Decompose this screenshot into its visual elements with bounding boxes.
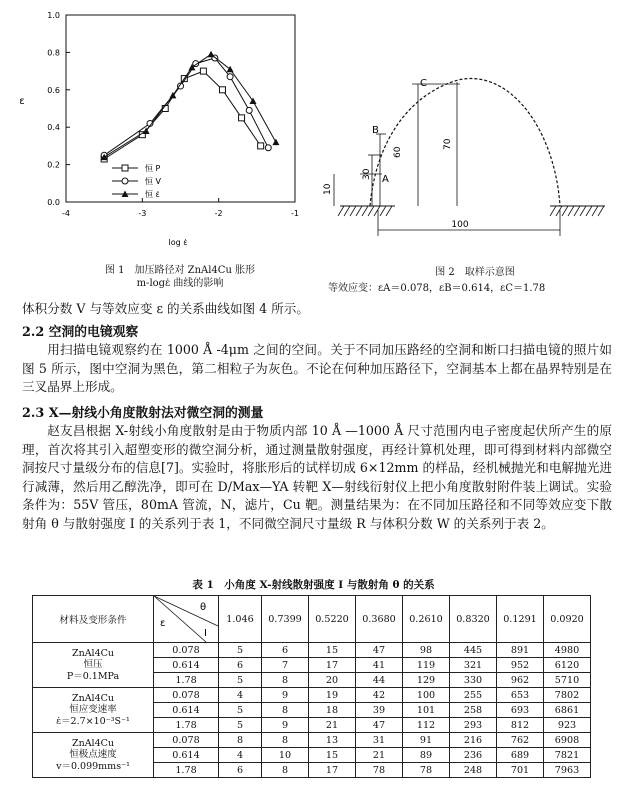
text-line1: 体积分数 V 与等效应变 ε 的关系曲线如图 4 所示。 [22, 301, 309, 316]
table-row [33, 643, 591, 658]
data-point-triangle [250, 98, 257, 105]
table1-value-cell: 330 [450, 673, 497, 688]
x-tick-label: -4 [62, 209, 70, 218]
table1-value-cell: 762 [497, 733, 544, 748]
table1-value-cell: 44 [356, 673, 403, 688]
table1-value-cell: 101 [403, 703, 450, 718]
diag-theta-label: θ [200, 602, 207, 613]
y-tick-label: 0.2 [47, 160, 60, 170]
table1-value-cell: 6 [219, 763, 262, 778]
material-line: ZnAl4Cu [71, 692, 115, 704]
x-tick-label: -2 [214, 209, 223, 218]
table1-value-cell: 255 [450, 688, 497, 703]
fig1-caption [80, 264, 280, 290]
table1-value-cell: 5710 [544, 673, 591, 688]
table1-angle: 0.8320 [450, 596, 497, 643]
table1-header-row [33, 596, 591, 643]
table1-value-cell: 8 [262, 703, 309, 718]
data-point-circle [265, 145, 271, 151]
table1-value-cell: 5 [219, 673, 262, 688]
material-line: 恒极点速度 [69, 749, 117, 761]
table1-value-cell: 5 [219, 703, 262, 718]
table1-eps-cell: 1.78 [154, 718, 219, 733]
table1-eps-cell: 0.614 [154, 658, 219, 673]
table1-value-cell: 952 [497, 658, 544, 673]
table1-eps-cell: 0.078 [154, 688, 219, 703]
hatch-mark [598, 206, 604, 216]
table1-material-cell [33, 688, 154, 733]
table1-value-cell: 91 [403, 733, 450, 748]
table1-value-cell: 8 [262, 733, 309, 748]
point-label-b: B [372, 125, 379, 136]
material-line: ε̇＝2.7×10⁻³S⁻¹ [56, 715, 130, 727]
dim-label-100: 100 [451, 220, 469, 230]
table1-angle: 0.2610 [403, 596, 450, 643]
x-axis-label: log ε̇ [168, 238, 188, 247]
legend-label: 恒 V [145, 177, 162, 186]
table1-value-cell: 129 [403, 673, 450, 688]
table1-value-cell: 15 [309, 748, 356, 763]
table1-value-cell: 7821 [544, 748, 591, 763]
table1-angle: 0.3680 [356, 596, 403, 643]
fig1-caption-line1: 图 1 加压路径对 ZnAl4Cu 胀形 [104, 265, 256, 276]
legend-label: 恒 ε̇ [145, 190, 160, 199]
table1-material-cell [33, 643, 154, 688]
table1-value-cell: 812 [497, 718, 544, 733]
fig2-caption: 图 2 取样示意图 [435, 267, 515, 278]
table1-value-cell: 891 [497, 643, 544, 658]
fig1-chart [0, 0, 320, 260]
hatch-mark [574, 206, 580, 216]
table1-value-cell: 5 [219, 643, 262, 658]
material-line: ZnAl4Cu [71, 737, 115, 749]
series-line [104, 58, 268, 155]
hatch-mark [374, 206, 380, 216]
table1-eps-cell: 1.78 [154, 673, 219, 688]
table1-value-cell: 6120 [544, 658, 591, 673]
data-point-square [219, 87, 225, 93]
material-line: ZnAl4Cu [71, 647, 115, 659]
table1-value-cell: 8 [262, 673, 309, 688]
hatch-mark [350, 206, 356, 216]
table1-value-cell: 293 [450, 718, 497, 733]
table1-value-cell: 962 [497, 673, 544, 688]
table1-value-cell: 5 [219, 718, 262, 733]
diag-eps-label: ε [160, 618, 166, 629]
table1-value-cell: 445 [450, 643, 497, 658]
dim-label-60: 60 [393, 146, 403, 158]
table1-eps-cell: 1.78 [154, 763, 219, 778]
fig2-diagram [320, 60, 620, 240]
fig2-equiv-strain: 等效应变：εA＝0.078，εB＝0.614，εC＝1.78 [328, 283, 546, 294]
table1-header-diagonal [154, 596, 219, 643]
table1-value-cell: 8 [219, 733, 262, 748]
y-tick-label: 0.0 [47, 198, 60, 207]
table-row [33, 733, 591, 748]
table1-value-cell: 4 [219, 688, 262, 703]
section-2-2-heading: 2.2 空洞的电镜观察 [22, 325, 139, 340]
section-2-3-heading: 2.3 X—射线小角度散射法对微空洞的测量 [22, 406, 264, 421]
table1-value-cell: 6 [219, 658, 262, 673]
hatch-mark [592, 206, 598, 216]
table1-value-cell: 236 [450, 748, 497, 763]
table1-value-cell: 10 [262, 748, 309, 763]
table1-angle: 1.046 [219, 596, 262, 643]
table1-value-cell: 47 [356, 718, 403, 733]
fig1-caption-line2: m-logε̇ 曲线的影响 [136, 278, 224, 289]
table1-value-cell: 78 [403, 763, 450, 778]
material-line: P＝0.1MPa [66, 670, 120, 682]
table1-value-cell: 41 [356, 658, 403, 673]
data-point-circle [246, 107, 252, 113]
table1-value-cell: 653 [497, 688, 544, 703]
table1-value-cell: 78 [356, 763, 403, 778]
table1-value-cell: 9 [262, 718, 309, 733]
data-point-circle [227, 74, 233, 80]
hatch-mark [368, 206, 374, 216]
table1-value-cell: 4 [219, 748, 262, 763]
diag-i-label: I [204, 628, 207, 639]
hatch-mark [380, 206, 386, 216]
hatch-mark [338, 206, 344, 216]
hatch-mark [344, 206, 350, 216]
legend-label: 恒 P [145, 164, 161, 173]
x-tick-label: -3 [138, 209, 147, 218]
table1-value-cell: 693 [497, 703, 544, 718]
table1-value-cell: 13 [309, 733, 356, 748]
table1-value-cell: 689 [497, 748, 544, 763]
x-tick-label: -1 [291, 209, 299, 218]
table1-value-cell: 112 [403, 718, 450, 733]
table1-value-cell: 42 [356, 688, 403, 703]
table1-value-cell: 18 [309, 703, 356, 718]
data-point-square [200, 68, 206, 74]
table1-value-cell: 21 [309, 718, 356, 733]
dim-label-30: 30 [362, 168, 372, 180]
hatch-mark [568, 206, 574, 216]
table1-value-cell: 7802 [544, 688, 591, 703]
point-label-a: A [382, 174, 389, 185]
table1-value-cell: 321 [450, 658, 497, 673]
section-2-3-paragraph [22, 422, 612, 533]
table1-value-cell: 6861 [544, 703, 591, 718]
table1-value-cell: 8 [262, 763, 309, 778]
table1-value-cell: 15 [309, 643, 356, 658]
point-label-c: C [420, 78, 427, 89]
table1-value-cell: 100 [403, 688, 450, 703]
table1-angle: 0.1291 [497, 596, 544, 643]
section-2-2-paragraph [22, 341, 612, 397]
table1-value-cell: 31 [356, 733, 403, 748]
data-point-square [258, 143, 264, 149]
dome-arc [370, 79, 560, 206]
table1-angle: 0.5220 [309, 596, 356, 643]
table1-eps-cell: 0.614 [154, 748, 219, 763]
table1-eps-cell: 0.078 [154, 733, 219, 748]
hatch-mark [386, 206, 392, 216]
y-tick-label: 0.6 [47, 85, 60, 95]
dim-label-10: 10 [323, 183, 333, 195]
table1-angle: 0.0920 [544, 596, 591, 643]
table1-value-cell: 701 [497, 763, 544, 778]
table1-value-cell: 21 [356, 748, 403, 763]
table1-value-cell: 6908 [544, 733, 591, 748]
table1-value-cell: 17 [309, 763, 356, 778]
table-row [33, 688, 591, 703]
hatch-mark [586, 206, 592, 216]
table1-value-cell: 248 [450, 763, 497, 778]
table1-value-cell: 4980 [544, 643, 591, 658]
table1-angle: 0.7399 [262, 596, 309, 643]
table1-value-cell: 7 [262, 658, 309, 673]
table1-value-cell: 7963 [544, 763, 591, 778]
table1-value-cell: 9 [262, 688, 309, 703]
data-point-triangle [208, 51, 215, 58]
table1-eps-cell: 0.078 [154, 643, 219, 658]
table1-eps-cell: 0.614 [154, 703, 219, 718]
y-axis-label: ε [19, 96, 25, 107]
dim-label-70: 70 [443, 138, 453, 150]
hatch-mark [356, 206, 362, 216]
hatch-mark [550, 206, 556, 216]
table1-value-cell: 258 [450, 703, 497, 718]
section-2-2-text: 用扫描电镜观察约在 1000 Å -4μm 之间的空间。关于不同加压路经的空洞和断口扫描电镜的照片如图 5 所示，图中空洞为黑色，第二相粒子为灰色。不论在何种加压路径下，空洞基本上都在晶界特别是在三叉晶界上形成。 [22, 342, 612, 394]
table1-value-cell: 89 [403, 748, 450, 763]
fig1-series [101, 51, 280, 162]
material-line: v＝0.099mms⁻¹ [56, 760, 130, 772]
table1-value-cell: 98 [403, 643, 450, 658]
data-point-triangle [272, 139, 279, 146]
hatch-mark [562, 206, 568, 216]
section-2-3-text: 赵友昌根据 X-射线小角度散射是由于物质内部 10 Å —1000 Å 尺寸范围内电子密度起伏所产生的原理，首次将其引入超塑变形的微空洞分析，通过测量散射强度，再经计算机处理，即可得到材料内部微空洞按尺寸量级分布的信息[7]。实验时，将胀形后的试样切成 6×12mm 的样品，经机械抛光和电解抛光进行减薄，然后用乙醇洗净，即可在 D/Max—YA 转靶 X—射线衍射仪上把小角度散射附件装上调试。实验条件为：55V 管压，80mA 管流，N，滤片，Cu 靶。测量结果为：在不同加压路径和不同等效应变下散射角 θ 与散射强度 I 的关系列于表 1，不同微空洞尺寸量级 R 与体积分数 W 的关系列于表 2。 [22, 423, 612, 531]
y-tick-label: 0.8 [47, 48, 60, 58]
fig1-axes [47, 11, 299, 218]
table1-value-cell: 923 [544, 718, 591, 733]
y-tick-label: 0.4 [47, 123, 60, 133]
table1-value-cell: 19 [309, 688, 356, 703]
material-line: 恒应变速率 [69, 704, 117, 716]
table1-header-material: 材料及变形条件 [33, 596, 154, 643]
data-point-square [122, 165, 128, 171]
material-line: 恒压 [83, 659, 103, 671]
table1-value-cell: 20 [309, 673, 356, 688]
table1-value-cell: 47 [356, 643, 403, 658]
plot-frame [66, 15, 295, 202]
table1-value-cell: 119 [403, 658, 450, 673]
hatch-mark [580, 206, 586, 216]
table1-value-cell: 6 [262, 643, 309, 658]
table1-value-cell: 39 [356, 703, 403, 718]
table1-value-cell: 17 [309, 658, 356, 673]
table1-caption: 表 1 小角度 X-射线散射强度 I 与散射角 θ 的关系 [192, 579, 435, 591]
table1-value-cell: 216 [450, 733, 497, 748]
data-point-square [239, 115, 245, 121]
table1 [32, 595, 591, 778]
fig1-legend [112, 163, 162, 199]
data-point-circle [122, 178, 128, 184]
table1-material-cell [33, 733, 154, 778]
hatch-mark [556, 206, 562, 216]
y-tick-label: 1.0 [47, 11, 60, 20]
hatch-mark [362, 206, 368, 216]
